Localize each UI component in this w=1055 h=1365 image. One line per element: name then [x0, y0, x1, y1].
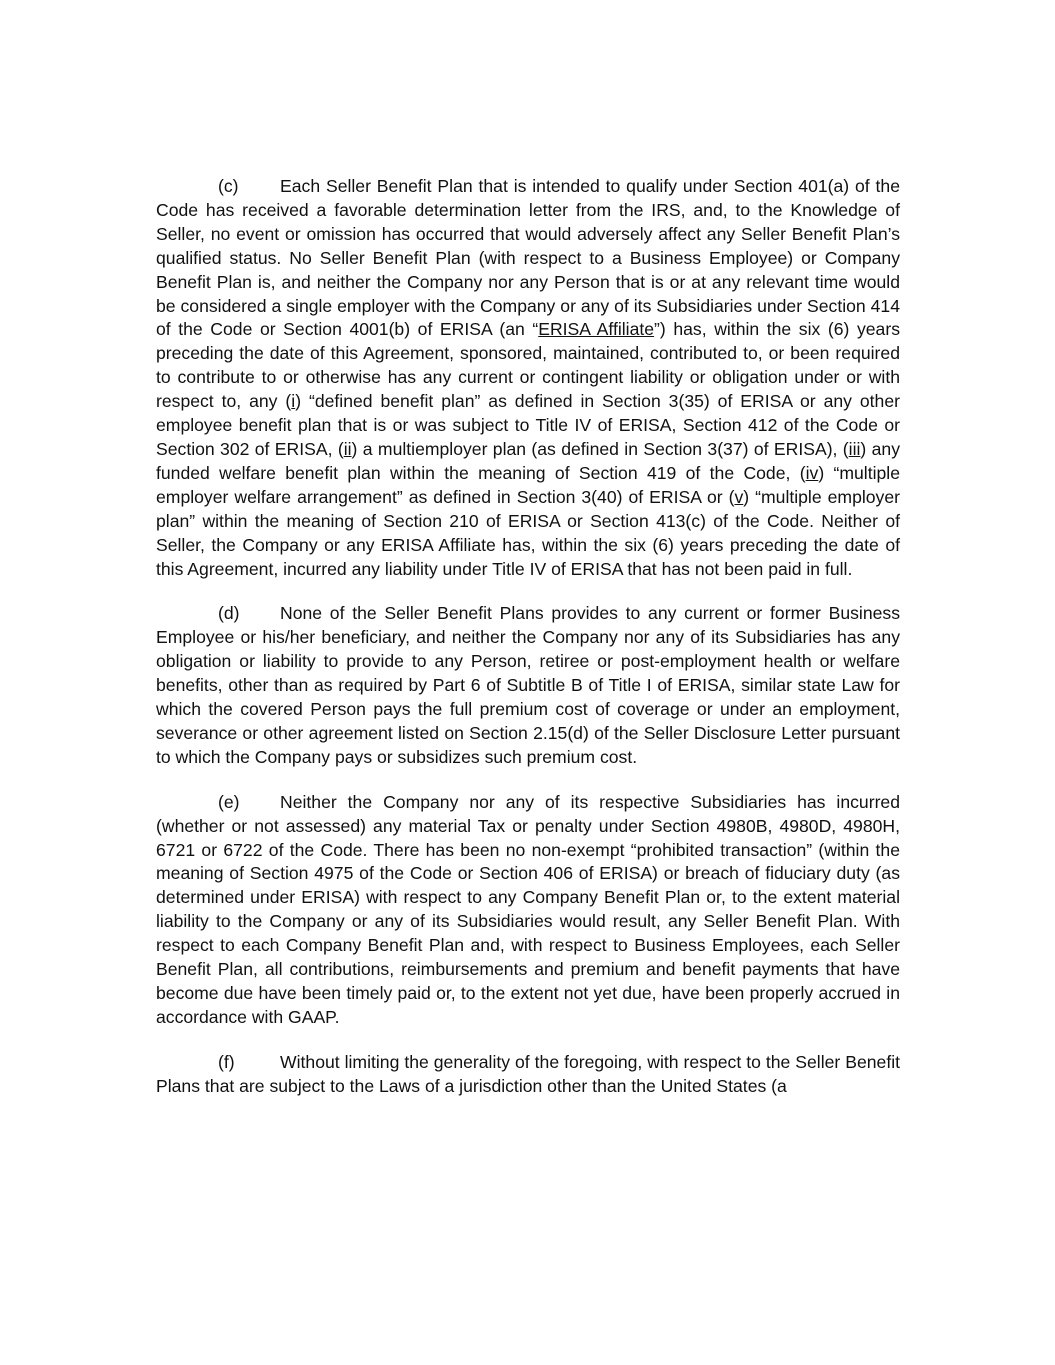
paragraph-f	[156, 1051, 900, 1099]
text-segment: ”) has, within the six (6) years preceding the date of this Agreement, sponsored, maintained, contributed to, or been required to contribute to or otherwise has any current or contingent liability or obligation under or with respect to, any (	[156, 319, 900, 412]
text-segment: Without limiting the generality of the foregoing, with respect to the Seller Benefit Plans that are subject to the Laws of a jurisdiction other than the United States (a	[156, 1051, 900, 1096]
text-segment: ) “multiple employer plan” within the meaning of Section 210 of ERISA or Section 413(c) of the Code. Neither of Seller, the Company or any ERISA Affiliate has, within the six (6) years preceding the date of this Agreement, incurred any liability under Title IV of ERISA that has not been paid in full.	[156, 486, 900, 579]
paragraph-e	[156, 791, 900, 1030]
text-segment: Each Seller Benefit Plan that is intended to qualify under Section 401(a) of the Code has received a favorable determination letter from the IRS, and, to the Knowledge of Seller, no event or omission has occurred that would adversely affect any Seller Benefit Plan’s qualified status. No Seller Benefit Plan (with respect to a Business Employee) or Company Benefit Plan is, and neither the Company nor any Person that is or at any relevant time would be considered a single employer with the Company or any of its Subsidiaries under Section 414 of the Code or Section 4001(b) of ERISA (an “	[156, 176, 900, 340]
enum-v: v	[734, 486, 744, 507]
enum-iv: iv	[805, 462, 819, 483]
paragraph-c	[156, 175, 900, 581]
paragraph-marker: (e)	[218, 791, 240, 812]
document-body	[156, 175, 900, 1120]
enum-iii: iii	[848, 438, 861, 459]
text-segment: Neither the Company nor any of its respective Subsidiaries has incurred (whether or not assessed) any material Tax or penalty under Section 4980B, 4980D, 4980H, 6721 or 6722 of the Code. There has been no non-exempt “prohibited transaction” (within the meaning of Section 4975 of the Code or Section 406 of ERISA) or breach of fiduciary duty (as determined under ERISA) with respect to any Company Benefit Plan or, to the extent material liability to the Company or any of its Subsidiaries would result, any Seller Benefit Plan. With respect to each Company Benefit Plan and, with respect to Business Employees, each Seller Benefit Plan, all contributions, reimbursements and premium and benefit payments that have become due have been timely paid or, to the extent not yet due, have been properly accrued in accordance with GAAP.	[156, 791, 900, 1027]
paragraph-marker: (d)	[218, 603, 240, 624]
text-segment: ) “defined benefit plan” as defined in Section 3(35) of ERISA or any other employee benefit plan that is or was subject to Title IV of ERISA, Section 412 of the Code or Section 302 of ERISA, (	[156, 391, 900, 459]
text-segment: ) a multiemployer plan (as defined in Section 3(37) of ERISA), (	[351, 438, 849, 459]
defined-term-erisa-affiliate: ERISA Affiliate	[538, 319, 655, 340]
paragraph-marker: (f)	[218, 1051, 235, 1072]
paragraph-d	[156, 602, 900, 769]
text-segment: ) “multiple employer welfare arrangement” as defined in Section 3(40) of ERISA or (	[156, 462, 900, 507]
enum-i: i	[291, 391, 296, 412]
paragraph-marker: (c)	[218, 176, 239, 196]
text-segment: ) any funded welfare benefit plan within the meaning of Section 419 of the Code, (	[156, 438, 900, 483]
text-segment: None of the Seller Benefit Plans provides to any current or former Business Employee or his/her beneficiary, and neither the Company nor any of its Subsidiaries has any obligation or liability to provide to any Person, retiree or post-employment health or welfare benefits, other than as required by Part 6 of Subtitle B of Title I of ERISA, similar state Law for which the covered Person pays the full premium cost of coverage or under an employment, severance or other agreement listed on Section 2.15(d) of the Seller Disclosure Letter pursuant to which the Company pays or subsidizes such premium cost.	[156, 603, 900, 767]
enum-ii: ii	[343, 438, 352, 459]
